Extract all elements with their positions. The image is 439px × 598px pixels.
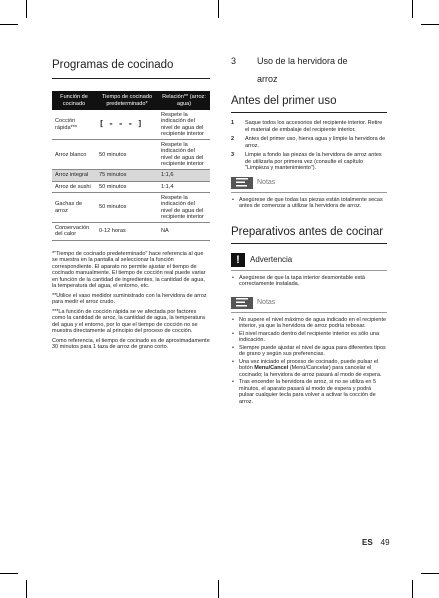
cell-function: Cocción rápida*** — [52, 110, 96, 140]
section-title-preparation: Preparativos antes de cocinar — [231, 225, 384, 238]
cell-ratio: Respete la indicación del nivel de agua del recipiente interior — [158, 140, 210, 170]
table-row — [52, 181, 210, 192]
table-row — [52, 140, 210, 170]
section-title-programs: Programas de cocinado — [52, 59, 174, 71]
table-header-row — [52, 91, 210, 110]
note-rule — [231, 192, 387, 193]
footnote: **Utilice el vaso medidor suministrado con la hervidora de arroz para medir el arroz crudo. — [52, 292, 207, 306]
chapter-title-line1: Uso de la hervidora de — [257, 56, 348, 66]
list-item: • Asegúrese de que todas las piezas están totalmente secas antes de comenzar a utilizar la hervidora de arroz. — [231, 197, 387, 210]
list-item: 1 Saque todos los accesorios del recipiente interior. Retire el material de embalaje del recipiente interior. — [231, 120, 383, 133]
table-row — [52, 110, 210, 140]
notes-box-2 — [231, 296, 387, 406]
note-icon — [231, 297, 253, 309]
footnote: *"Tiempo de cocinado predeterminado" hace referencia al que se muestra en la pantalla al seleccionar la función correspondiente. El aparato no permite ajustar el tiempo de cocinado manualmente. El tiempo de cocción real puede variar en función de la cantidad de ingredientes, la cantidad de agua, la temperatura del agua, el entorno, etc. — [52, 250, 206, 290]
right-column — [231, 52, 387, 406]
notes-title: Notas — [257, 299, 276, 306]
crop-mark — [0, 573, 18, 574]
warning-rule — [231, 270, 387, 271]
cell-function: Arroz de sushi — [52, 181, 96, 192]
crop-mark — [421, 24, 439, 25]
chapter-number: 3 — [231, 56, 237, 66]
list-item: • No supere el nivel máximo de agua indicado en el recipiente interior, ya que la hervidora de arroz podría rebosar. — [231, 317, 387, 330]
cell-time: 0-12 horas — [96, 223, 158, 241]
warning-title: Advertencia — [250, 255, 293, 264]
cell-ratio: Respete la indicación del nivel de agua del recipiente interior — [158, 110, 210, 140]
cell-time: 50 minutos — [96, 181, 158, 192]
cell-time: 50 minutos — [96, 140, 158, 170]
steps-list — [231, 120, 387, 172]
footnotes — [52, 251, 210, 351]
title-rule — [231, 112, 387, 113]
cell-function: Arroz blanco — [52, 140, 96, 170]
list-item: • Una vez iniciado el proceso de cocinado, puede pulsar el botón Menu/Cancel (Menú/Cancelar) para cancelar el cocinado; la hervidora de arroz pasará al modo de espera. — [231, 359, 387, 379]
cell-function: Conservación del calor — [52, 223, 96, 241]
crop-mark — [26, 0, 27, 18]
list-item: • Siempre puede ajustar el nivel de agua para diferentes tipos de grano y según sus preferencias. — [231, 345, 387, 358]
note-icon — [231, 177, 253, 189]
page-footer — [362, 538, 390, 547]
page-number: 49 — [380, 538, 390, 547]
cell-ratio: NA — [158, 223, 210, 241]
cell-time: 50 minutos — [96, 192, 158, 222]
programs-table — [52, 91, 210, 241]
warning-box — [231, 252, 387, 288]
table-row — [52, 223, 210, 241]
title-rule — [52, 78, 210, 79]
table-row — [52, 170, 210, 181]
chapter-heading — [231, 52, 387, 88]
crop-mark — [218, 0, 219, 18]
footnote: Como referencia, el tiempo de cocinado es de aproximadamente 30 minutos para 1 taza de arroz de grano corto. — [52, 337, 210, 351]
cell-ratio: Respete la indicación del nivel de agua del recipiente interior — [158, 192, 210, 222]
crop-mark — [218, 580, 219, 598]
cell-function: Gachas de arroz — [52, 192, 96, 222]
header-time: Tiempo de cocinado predeterminado* — [96, 91, 158, 110]
cell-ratio: 1:1,6 — [158, 170, 210, 181]
list-item: • Tras encender la hervidora de arroz, si no se utiliza en 5 minutos, el aparato pasará al modo de espera y podrá pulsar cualquier tecla para volver a activar la cocción de arroz. — [231, 379, 387, 405]
crop-mark — [412, 0, 413, 18]
note-rule — [231, 312, 387, 313]
list-item: 3 Limpie a fondo las piezas de la hervidora de arroz antes de utilizarla por primera vez (consulte el capítulo "Limpieza y mantenimiento"). — [231, 152, 382, 171]
table-row — [52, 192, 210, 222]
section-title-before-first-use: Antes del primer uso — [231, 95, 337, 107]
crop-mark — [412, 580, 413, 598]
notes-box-1 — [231, 176, 387, 210]
language-code: ES — [362, 538, 373, 547]
crop-mark — [26, 580, 27, 598]
title-rule — [231, 243, 387, 244]
footnote: ***La función de cocción rápida se ve afectada por factores como la cantidad de arroz, la cantidad de agua, la temperatura del agua y el entorno, por lo que el tiempo de cocción no se muestra directamente al principio del proceso de cocción. — [52, 308, 205, 335]
header-function: Función de cocinado — [52, 91, 96, 110]
left-column — [52, 52, 210, 354]
list-item: 2 Antes del primer uso, hierva agua y limpie la hervidora de arroz. — [231, 136, 386, 149]
cell-time: 75 minutos — [96, 170, 158, 181]
cell-ratio: 1:1,4 — [158, 181, 210, 192]
list-item: • El nivel marcado dentro del recipiente interior es sólo una indicación. — [231, 331, 387, 344]
crop-mark — [0, 24, 18, 25]
cell-function: Arroz integral — [52, 170, 96, 181]
notes-title: Notas — [257, 179, 276, 186]
list-item: • Asegúrese de que la tapa interior desmontable está correctamente instalada. — [231, 275, 387, 288]
crop-mark — [421, 573, 439, 574]
cell-time: [ - - - ] — [96, 110, 158, 140]
warning-icon: ! — [231, 253, 245, 267]
header-ratio: Relación** (arroz: agua) — [158, 91, 210, 110]
chapter-title-line2: arroz — [257, 74, 278, 84]
